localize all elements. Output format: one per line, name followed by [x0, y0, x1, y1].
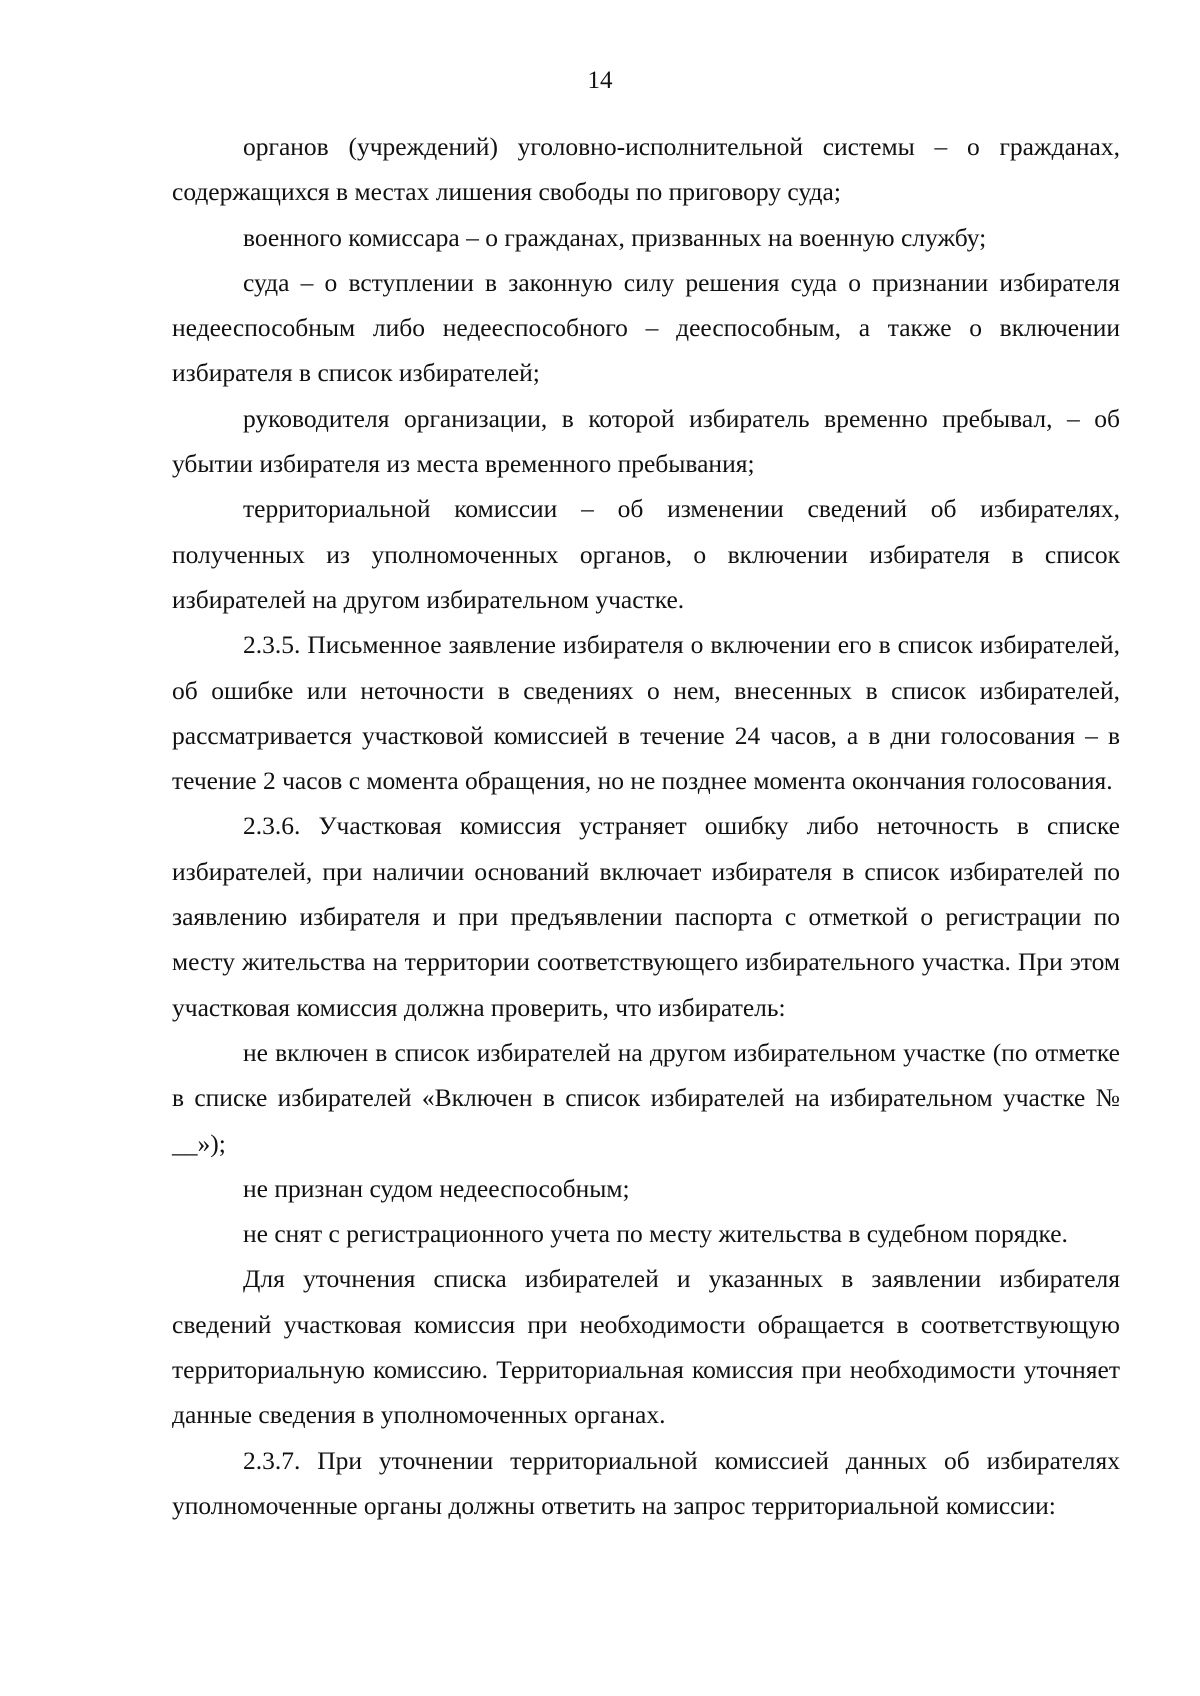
document-body — [172, 124, 1120, 1528]
paragraph: 2.3.5. Письменное заявление избирателя о включении его в список избирателей, об ошибке или неточности в сведениях о нем, внесенных в список избирателей, рассматривается участковой комиссией в течение 24 часов, а в дни голосования – в течение 2 часов с момента обращения, но не позднее момента окончания голосования. — [172, 630, 1120, 796]
paragraph: не признан судом недееспособным; — [243, 1173, 630, 1203]
paragraph: военного комиссара – о гражданах, призванных на военную службу; — [243, 222, 987, 252]
paragraph: суда – о вступлении в законную силу решения суда о признании избирателя недееспособным либо недееспособного – дееспособным, а также о включении избирателя в список избирателей; — [172, 267, 1120, 388]
paragraph: 2.3.7. При уточнении территориальной комиссией данных об избирателях уполномоченные органы должны ответить на запрос территориальной комиссии: — [172, 1445, 1120, 1520]
paragraph: не снят с регистрационного учета по месту жительства в судебном порядке. — [243, 1219, 1068, 1249]
paragraph: территориальной комиссии – об изменении сведений об избирателях, полученных из уполномоченных органов, о включении избирателя в список избирателей на другом избирательном участке. — [172, 494, 1120, 614]
paragraph: не включен в список избирателей на другом избирательном участке (по отметке в списке избирателей «Включен в список избирателей на избирательном участке № __»); — [172, 1037, 1120, 1158]
paragraph: Для уточнения списка избирателей и указанных в заявлении избирателя сведений участковая комиссия при необходимости обращается в соответствующую территориальную комиссию. Территориальная комиссия при необходимости уточняет данные сведения в уполномоченных органах. — [172, 1264, 1120, 1430]
paragraph: руководителя организации, в которой избиратель временно пребывал, – об убытии избирателя из места временного пребывания; — [172, 403, 1120, 479]
page-number: 14 — [587, 67, 613, 94]
paragraph: органов (учреждений) уголовно-исполнительной системы – о гражданах, содержащихся в местах лишения свободы по приговору суда; — [172, 132, 1120, 207]
paragraph: 2.3.6. Участковая комиссия устраняет ошибку либо неточность в списке избирателей, при наличии оснований включает избирателя в список избирателей по заявлению избирателя и при предъявлении паспорта с отметкой о регистрации по месту жительства на территории соответствующего избирательного участка. При этом участковая комиссия должна проверить, что избиратель: — [172, 811, 1120, 1022]
